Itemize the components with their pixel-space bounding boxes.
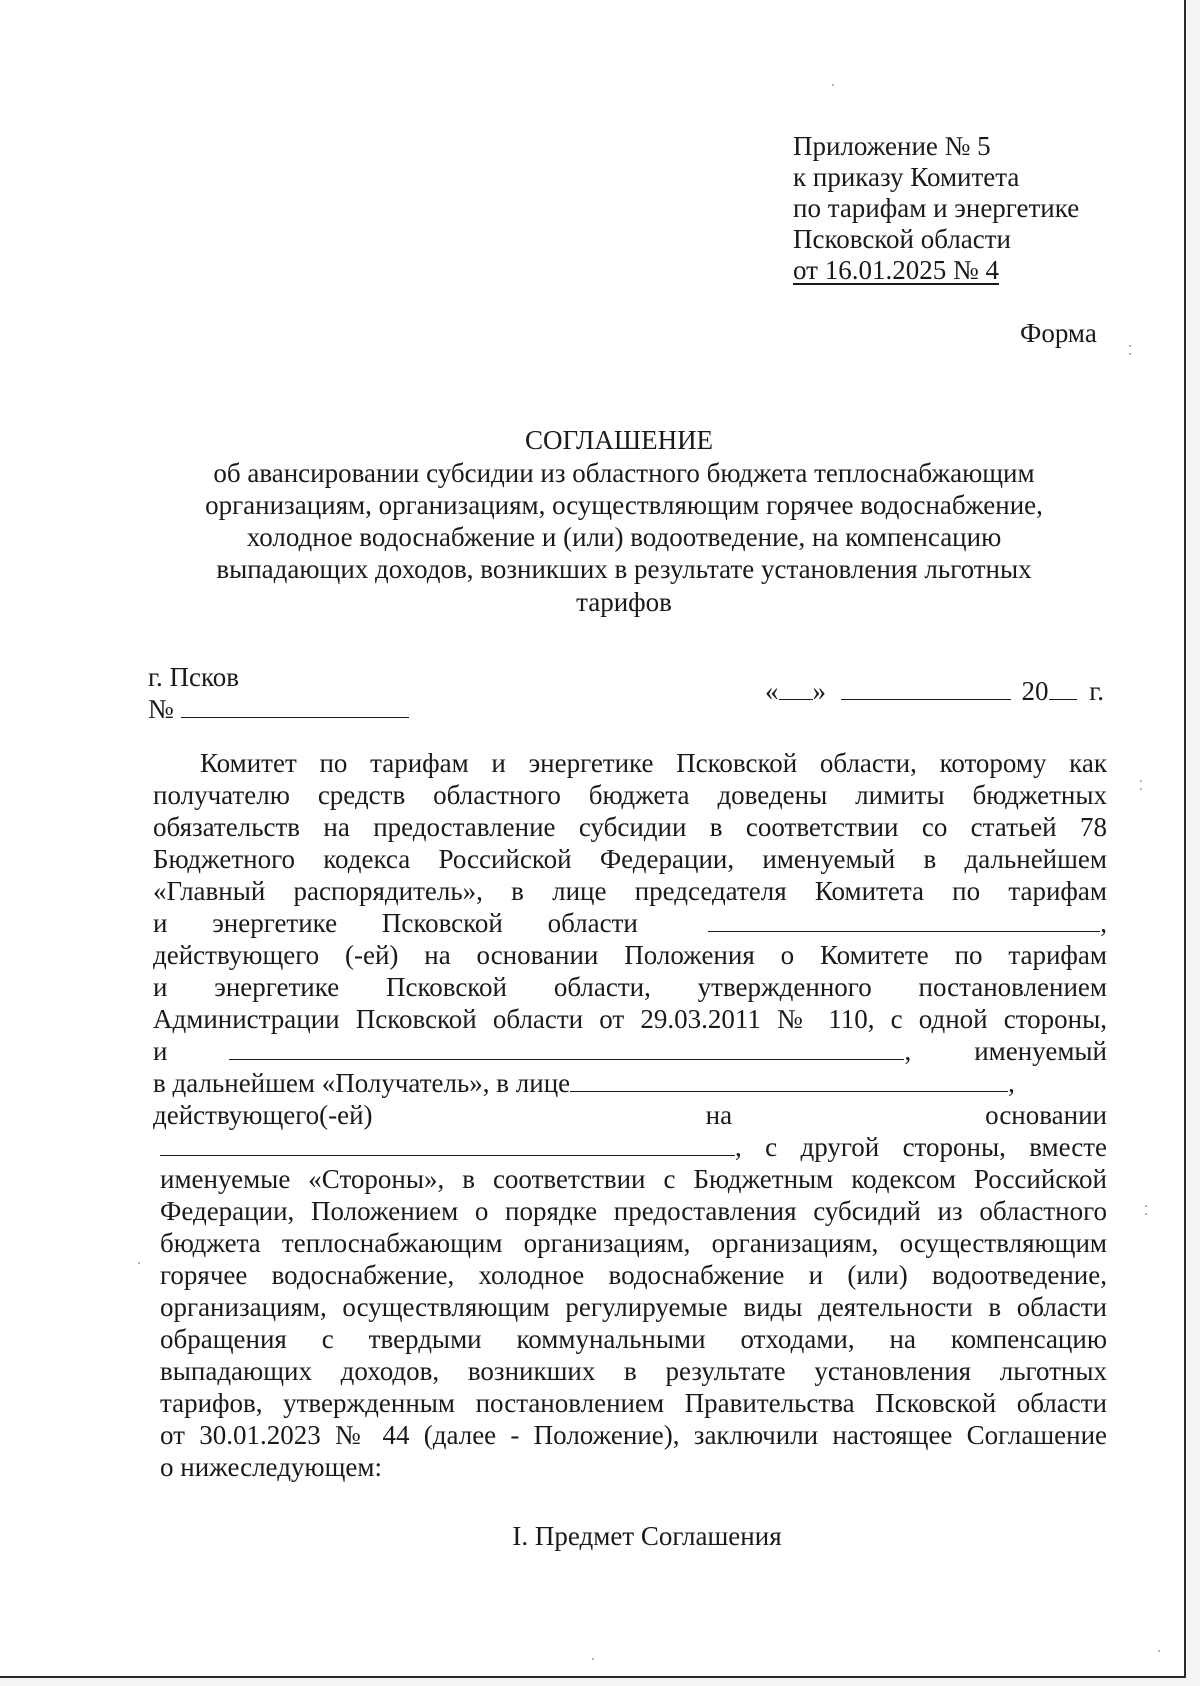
line11-comma: , <box>1008 1068 1015 1098</box>
appendix-line-2: к приказу Комитета <box>793 162 1020 192</box>
p2-line-5: организациям, осуществляющим регулируемые виды деятельности в области <box>160 1292 1107 1322</box>
p1-line-5: «Главный распорядитель», в лице председателя Комитета по тарифам <box>153 876 1107 906</box>
date-open-quote: « <box>765 676 779 706</box>
scan-speck <box>1129 345 1131 347</box>
city: г. Псков <box>148 662 240 692</box>
p2-line-6: обращения с твердыми коммунальными отходами, на компенсацию <box>160 1324 1107 1354</box>
p1-line-12 <box>153 1100 1107 1131</box>
agreement-number-field <box>148 694 409 725</box>
title-line-4: выпадающих доходов, возникших в результате установления льготных <box>216 554 1032 584</box>
number-blank <box>181 695 409 718</box>
line11-start: в дальнейшем «Получатель», в лице <box>153 1068 571 1098</box>
p2-line-3: бюджета теплоснабжающим организациям, организациям, осуществляющим <box>160 1228 1107 1258</box>
year-blank <box>1049 677 1077 700</box>
scan-speck <box>832 84 834 86</box>
date-close-quote: » <box>812 676 826 706</box>
p2-line-1: именуемые «Стороны», в соответствии с Бюджетным кодексом Российской <box>160 1164 1107 1194</box>
title-line-5: тарифов <box>576 587 672 617</box>
appendix-line-3: по тарифам и энергетике <box>793 193 1080 223</box>
recipient-name-blank <box>229 1037 904 1060</box>
p2-line-4: горячее водоснабжение, холодное водоснабжение и (или) водоотведение, <box>160 1260 1107 1290</box>
chairman-name-blank <box>708 909 1100 932</box>
p1-line-1: Комитет по тарифам и энергетике Псковской области, которому как <box>200 748 1107 778</box>
p2-line-9: от 30.01.2023 № 44 (далее - Положение), заключили настоящее Соглашение <box>160 1420 1107 1450</box>
number-label: № <box>148 694 174 724</box>
year-prefix: 20 <box>1021 676 1049 706</box>
scan-speck <box>1140 788 1142 790</box>
scan-speck <box>1140 780 1142 782</box>
form-label: Форма <box>1020 318 1097 348</box>
scan-speck <box>1145 1205 1147 1207</box>
scan-speck <box>1158 1650 1160 1652</box>
appendix-line-4: Псковской области <box>793 224 1012 254</box>
title-line-3: холодное водоснабжение и (или) водоотведение, на компенсацию <box>246 522 1002 552</box>
p1-line-11 <box>153 1068 1107 1099</box>
month-blank <box>841 677 1011 700</box>
p1-line-3: обязательств на предоставление субсидии в соответствии со статьей 78 <box>153 812 1107 842</box>
p1-line-6 <box>153 908 1107 939</box>
document-title: СОГЛАШЕНИЕ <box>524 425 714 455</box>
day-blank <box>779 677 813 700</box>
p1-line-6-comma: , <box>1100 908 1107 938</box>
scan-speck <box>1129 353 1131 355</box>
p1-line-2: получателю средств областного бюджета доведены лимиты бюджетных <box>153 780 1107 810</box>
scan-speck <box>592 1658 594 1660</box>
appendix-line-1: Приложение № 5 <box>793 131 991 161</box>
line12-b: на <box>705 1100 733 1130</box>
p1-line-8: и энергетике Псковской области, утвержденного постановлением <box>153 972 1107 1002</box>
p1-line-7: действующего (-ей) на основании Положения о Комитете по тарифам <box>153 940 1107 970</box>
p1-line-10 <box>153 1036 1107 1067</box>
p2-line-7: выпадающих доходов, возникших в результате установления льготных <box>160 1356 1107 1386</box>
line13-end: , с другой стороны, вместе <box>735 1132 1107 1162</box>
p2-line-2: Федерации, Положением о порядке предоставления субсидий из областного <box>160 1196 1107 1226</box>
line12-a: действующего(-ей) <box>153 1100 373 1130</box>
basis-document-blank <box>160 1133 735 1156</box>
scan-speck <box>138 1262 140 1264</box>
p2-line-10: о нижеследующем: <box>160 1452 382 1482</box>
p1-line-13 <box>160 1132 1107 1163</box>
line10-end: именуемый <box>974 1036 1107 1066</box>
p1-line-4: Бюджетного кодекса Российской Федерации, именуемый в дальнейшем <box>153 844 1107 874</box>
line10-comma: , <box>904 1036 912 1066</box>
line10-start: и <box>153 1036 168 1066</box>
title-line-2: организациям, организациям, осуществляющим горячее водоснабжение, <box>205 490 1043 520</box>
section-heading: I. Предмет Соглашения <box>512 1521 782 1551</box>
appendix-order-date: от 16.01.2025 № 4 <box>793 255 999 285</box>
p1-line-9: Администрации Псковской области от 29.03.2011 № 110, с одной стороны, <box>153 1004 1107 1034</box>
representative-blank <box>570 1069 1008 1092</box>
scan-speck <box>1145 1213 1147 1215</box>
p1-line-6-text: и энергетике Псковской области <box>153 908 638 938</box>
date-field <box>765 676 1104 707</box>
p2-line-8: тарифов, утвержденным постановлением Правительства Псковской области <box>160 1388 1107 1418</box>
year-suffix: г. <box>1089 676 1105 706</box>
line12-c: основании <box>985 1100 1107 1130</box>
title-line-1: об авансировании субсидии из областного бюджета теплоснабжающим <box>213 458 1035 488</box>
